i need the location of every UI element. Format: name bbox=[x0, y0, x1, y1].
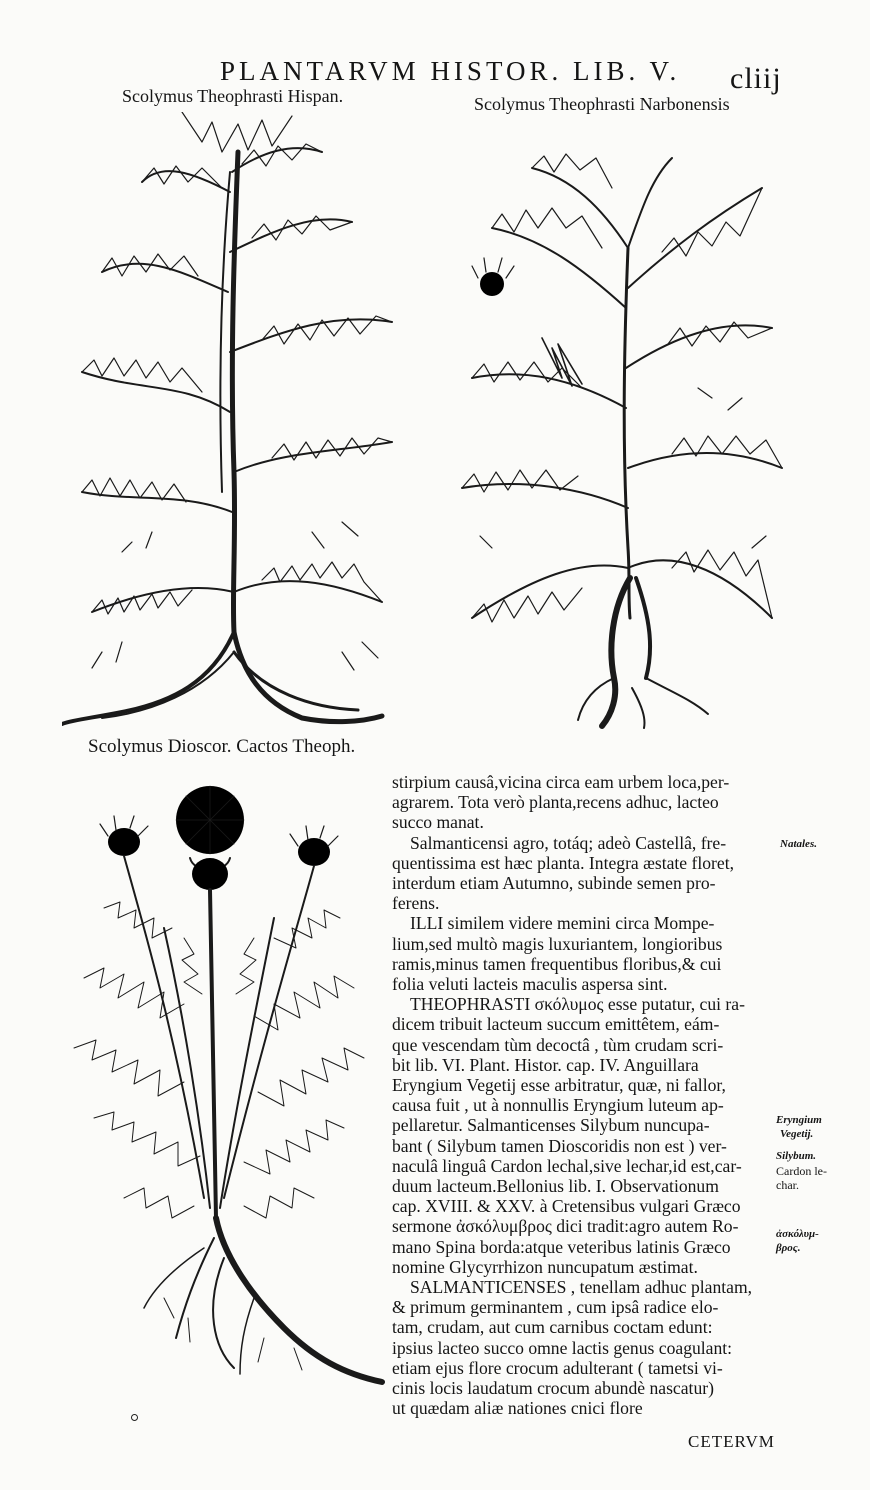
text-line: THEOPHRASTI σκόλυμος esse putatur, cui ra- bbox=[410, 994, 745, 1015]
text-line: succo manat. bbox=[392, 812, 484, 833]
margin-note-eryngium: Eryngium bbox=[776, 1114, 822, 1126]
catchword: CETERVM bbox=[688, 1432, 775, 1451]
text-line: que vescendam tùm decoctâ , tùm crudam scri- bbox=[392, 1034, 724, 1055]
text-line: Eryngium Vegetij esse arbitratur, quæ, ni fallor, bbox=[392, 1075, 726, 1096]
text-line: bit lib. VI. Plant. Histor. cap. IV. Anguillara bbox=[392, 1054, 699, 1075]
text-line: SALMANTICENSES , tenellam adhuc plantam, bbox=[410, 1277, 753, 1298]
text-line: cinis locis laudatum crocum abundè nascatur) bbox=[392, 1378, 714, 1399]
text-line: ramis,minus tamen frequentibus floribus,& cui bbox=[392, 953, 722, 974]
text-line: lium,sed multò magis luxuriantem, longioribus bbox=[392, 933, 723, 954]
caption-top-right: Scolymus Theophrasti Narbonensis bbox=[474, 94, 730, 114]
scolymus-hispan-illustration bbox=[62, 112, 414, 730]
text-line: ut quædam aliæ nationes cnici flore bbox=[392, 1398, 643, 1419]
scolymus-dioscor-illustration bbox=[64, 778, 388, 1392]
text-line: tam, crudam, aut cum carnibus coctam edunt: bbox=[392, 1317, 713, 1338]
body-text bbox=[392, 772, 770, 1419]
margin-note-vegetij: Vegetij. bbox=[780, 1128, 814, 1140]
text-line: folia veluti lacteis maculis aspersa sint. bbox=[392, 974, 668, 995]
text-line: agrarem. Tota verò planta,recens adhuc, lacteo bbox=[392, 792, 719, 813]
margin-note-cardon: Cardon le- bbox=[776, 1164, 827, 1178]
text-line: interdum etiam Autumno, subinde semen pro- bbox=[392, 873, 716, 894]
text-line: stirpium causâ,vicina circa eam urbem loca,per- bbox=[392, 772, 730, 792]
text-line: naculâ linguâ Cardon lechal,sive lechar,id est,car- bbox=[392, 1155, 742, 1176]
text-line: etiam ejus flore crocum adulterant ( tametsi vi- bbox=[392, 1357, 723, 1378]
printer-mark bbox=[131, 1414, 138, 1421]
text-line: nomine Glycyrrhizon nuncupatum æstimat. bbox=[392, 1256, 698, 1277]
text-line: quentissima est hæc planta. Integra æstate floret, bbox=[392, 852, 735, 873]
text-line: sermone ἀσκόλυμβρος dici tradit:agro autem Ro- bbox=[392, 1216, 739, 1237]
running-title: PLANTARVM HISTOR. LIB. V. bbox=[220, 56, 681, 86]
margin-note-askolym: ἀσκόλυμ- bbox=[776, 1228, 819, 1240]
text-line: & primum germinantem , cum ipsâ radice elo- bbox=[392, 1297, 719, 1318]
text-line: cap. XVIII. & XXV. à Cretensibus vulgari Græco bbox=[392, 1196, 741, 1217]
text-line: dicem tribuit lacteum succum emittêtem, eám- bbox=[392, 1014, 720, 1035]
text-line: causa fuit , ut à nonnullis Eryngium luteum ap- bbox=[392, 1095, 724, 1116]
margin-note-silybum: Silybum. bbox=[776, 1150, 817, 1162]
margin-note-char: char. bbox=[776, 1178, 799, 1192]
text-line: mano Spina borda:atque veteribus latinis Græco bbox=[392, 1236, 731, 1257]
scolymus-narbonensis-illustration bbox=[432, 148, 800, 730]
margin-note-natales: Natales. bbox=[780, 838, 817, 850]
text-line: Salmanticensi agro, totáq; adeò Castellâ, fre- bbox=[410, 832, 727, 853]
text-line: ferens. bbox=[392, 893, 440, 914]
page-number: cliij bbox=[730, 62, 782, 95]
caption-top-left: Scolymus Theophrasti Hispan. bbox=[122, 86, 344, 106]
text-line: ILLI similem videre memini circa Mompe- bbox=[410, 913, 715, 934]
text-line: bant ( Silybum tamen Dioscoridis non est ) ver- bbox=[392, 1135, 727, 1156]
text-line: ipsius lacteo succo omne lactis genus coagulant: bbox=[392, 1337, 733, 1358]
margin-note-bros: βρος. bbox=[776, 1242, 801, 1254]
text-line: duum lacteum.Bellonius lib. I. Observationum bbox=[392, 1176, 719, 1197]
caption-bottom-left: Scolymus Dioscor. Cactos Theoph. bbox=[88, 736, 356, 757]
text-line: pellaretur. Salmanticenses Silybum nuncupa- bbox=[392, 1115, 710, 1136]
